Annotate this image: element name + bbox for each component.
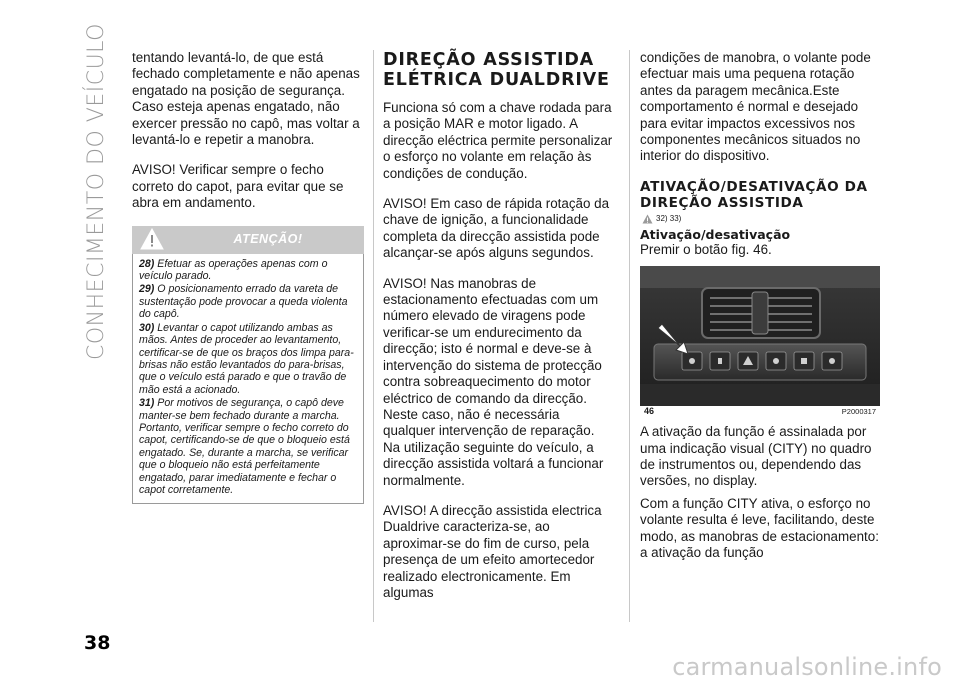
warning-item xyxy=(139,322,357,396)
subsection-heading: ATIVAÇÃO/DESATIVAÇÃO DA DIREÇÃO ASSISTIDA xyxy=(640,178,868,211)
column-2 xyxy=(383,50,615,615)
column-divider xyxy=(373,50,374,622)
figure-code: P2000317 xyxy=(841,407,876,417)
warning-title: ATENÇÃO! xyxy=(233,231,303,246)
column-1 xyxy=(132,50,364,504)
warning-item-number: 31) xyxy=(139,397,155,410)
warning-item-text: Efetuar as operações apenas com o veículo parado. xyxy=(139,257,328,283)
warning-item-number: 30) xyxy=(139,321,155,334)
section-heading: DIREÇÃO ASSISTIDA ELÉTRICA DUALDRIVE xyxy=(383,50,610,90)
figure-number: 46 xyxy=(644,406,655,417)
watermark: carmanualsonline.info xyxy=(672,653,942,681)
paragraph: Premir o botão fig. 46. xyxy=(640,241,772,257)
notice-paragraph: AVISO! Em caso de rápida rotação da chave de ignição, a funcionalidade completa da direcção assistida pode alcançar-se após alguns segundos. xyxy=(383,196,610,261)
warning-item-number: 29) xyxy=(139,283,155,296)
warning-item xyxy=(139,397,357,496)
paragraph: Com a função CITY ativa, o esforço no volante resulta é leve, facilitando, deste modo, as manobras de estacionamento: a ativação da função xyxy=(640,495,879,561)
reference-numbers: 32) 33) xyxy=(656,214,682,224)
warning-triangle-icon xyxy=(642,214,653,224)
warning-item xyxy=(139,283,357,320)
sub-heading: Ativação/desativação xyxy=(640,226,791,242)
warning-item-text: Levantar o capot utilizando ambas as mãos. Antes de proceder ao levantamento, certificar-se de que os braços dos limpa para-brisas não estão levantados do para-brisas, que o veículo está parado e que o travão de mão está a acionado. xyxy=(139,321,354,396)
column-3 xyxy=(640,50,880,576)
paragraph: tentando levantá-lo, de que está fechado completamente e não apenas engatado na posição de segurança. Caso esteja apenas engatado, não exercer pressão no capô, mas voltar a levantá-lo e repetir a manobra. xyxy=(132,50,360,148)
warning-header xyxy=(132,226,364,254)
column-divider xyxy=(629,50,630,622)
warning-item-text: O posicionamento errado da vareta de sustentação pode provocar a queda violenta do capô. xyxy=(139,283,348,321)
notice-paragraph: AVISO! Verificar sempre o fecho correto do capot, para evitar que se abra em andamento. xyxy=(132,162,344,211)
warning-references xyxy=(642,214,880,224)
warning-item-number: 28) xyxy=(139,257,155,270)
page-number: 38 xyxy=(84,632,111,654)
warning-box xyxy=(132,254,364,505)
paragraph: condições de manobra, o volante pode efectuar mais uma pequena rotação antes da paragem mecânica.Este comportamento é normal e desejado para evitar impactos excessivos nos componentes mecânicos situados no interior do dispositivo. xyxy=(640,50,871,164)
chapter-side-title: CONHECIMENTO DO VEÍCULO xyxy=(84,23,109,360)
dashboard-photo xyxy=(640,266,880,416)
notice-paragraph: AVISO! A direcção assistida electrica Dualdrive caracteriza-se, ao aproximar-se do fim de curso, pela presença de um efeito amortecedor realizado electronicamente. Em algumas xyxy=(383,502,602,600)
paragraph: A ativação da função é assinalada por uma indicação visual (CITY) no quadro de instrumentos ou, dependendo das versões, no display. xyxy=(640,424,872,489)
figure-dashboard-buttons xyxy=(640,266,880,416)
warning-item-text: Por motivos de segurança, o capô deve manter-se bem fechado durante a marcha. Portanto, verificar sempre o fecho correto do capot, certificando-se de que o bloqueio está engatado. Se, durante a marcha, se verificar que o bloqueio não está perfeitamente engatado, parar imediatamente e fechar o capot corretamente. xyxy=(139,397,350,496)
notice-paragraph: AVISO! Nas manobras de estacionamento efectuadas com um número elevado de viragens pode verificar-se um endurecimento da direcção; isto é normal e deve-se à intervenção do sistema de protecção contra sobreaquecimento do motor eléctrico de comando da direcção. Neste caso, não é necessária qualquer intervenção de reparação. Na utilização seguinte do veículo, a direcção assistida voltará a funcionar normalmente. xyxy=(383,275,604,488)
warning-item xyxy=(139,258,357,283)
paragraph: Funciona só com a chave rodada para a posição MAR e motor ligado. A direcção eléctrica permite personalizar o esforço no volante em relação às condições de condução. xyxy=(383,100,613,181)
